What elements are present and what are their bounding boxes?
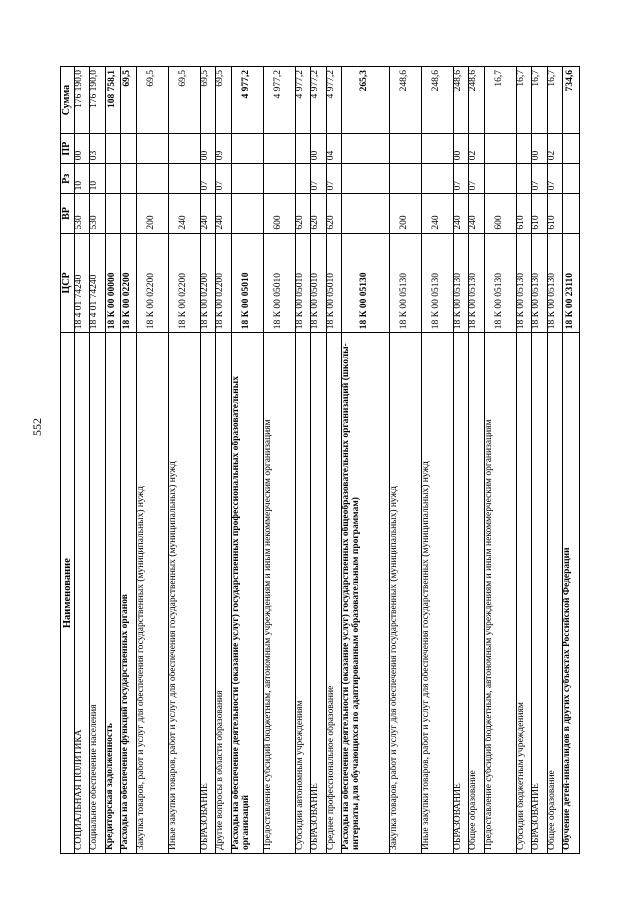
cell-pr [342, 134, 390, 164]
cell-rz [342, 164, 390, 194]
cell-name: Общее образование [547, 333, 562, 854]
cell-name: Субсидии бюджетным учреждениям [516, 333, 531, 854]
cell-csr: 18 К 00 00000 [105, 233, 120, 333]
cell-pr [263, 134, 295, 164]
cell-sum: 16,7 [532, 67, 547, 134]
cell-rz [563, 164, 580, 194]
cell-name: Социальное обеспечение населения [90, 333, 105, 854]
cell-rz: 07 [453, 164, 468, 194]
table-body [75, 67, 580, 854]
cell-vr: 240 [421, 194, 453, 233]
cell-rz [121, 164, 136, 194]
cell-name: Расходы на обеспечение деятельности (оказание услуг) государственных общеобразовательных организаций (школы-интернаты для обучающихся по адаптированным образовательным программам) [342, 333, 390, 854]
table-row [563, 67, 580, 854]
cell-sum: 248,6 [421, 67, 453, 134]
cell-vr [231, 194, 263, 233]
header-pr: ПР [61, 134, 75, 164]
cell-rz [136, 164, 168, 194]
cell-pr [484, 134, 516, 164]
cell-sum: 4 977,2 [231, 67, 263, 134]
table-row [326, 67, 341, 854]
cell-vr: 240 [469, 194, 484, 233]
table-row [484, 67, 516, 854]
cell-name: Расходы на обеспечение функций государственных органов [121, 333, 136, 854]
budget-table [60, 66, 580, 854]
cell-pr [389, 134, 421, 164]
cell-csr: 18 К 00 02200 [136, 233, 168, 333]
cell-pr: 03 [90, 134, 105, 164]
cell-csr: 18 К 00 02200 [168, 233, 200, 333]
cell-sum: 248,6 [453, 67, 468, 134]
cell-pr [231, 134, 263, 164]
cell-name: ОБРАЗОВАНИЕ [532, 333, 547, 854]
cell-sum: 69,5 [121, 67, 136, 134]
cell-sum: 248,6 [389, 67, 421, 134]
table-row [263, 67, 295, 854]
cell-name: Среднее профессиональное образование [326, 333, 341, 854]
cell-rz [168, 164, 200, 194]
cell-name: Иные закупки товаров, работ и услуг для обеспечения государственных (муниципальных) нужд [421, 333, 453, 854]
cell-vr: 620 [326, 194, 341, 233]
cell-rz: 10 [75, 164, 90, 194]
table-row [200, 67, 215, 854]
cell-vr [105, 194, 120, 233]
cell-sum: 16,7 [547, 67, 562, 134]
table-row [75, 67, 90, 854]
cell-csr: 18 К 00 05130 [547, 233, 562, 333]
cell-rz [105, 164, 120, 194]
table-row [216, 67, 231, 854]
page-number: 552 [30, 418, 44, 436]
cell-csr: 18 К 00 02200 [121, 233, 136, 333]
cell-csr: 18 К 00 05130 [421, 233, 453, 333]
cell-name: Расходы на обеспечение деятельности (оказание услуг) государственных профессиональных образовательных организаций [231, 333, 263, 854]
cell-pr: 04 [326, 134, 341, 164]
cell-name: Обучение детей-инвалидов в других субъектах Российской Федерации [563, 333, 580, 854]
cell-pr: 02 [547, 134, 562, 164]
cell-pr: 00 [532, 134, 547, 164]
cell-sum: 4 977,2 [295, 67, 310, 134]
cell-csr: 18 К 00 05130 [469, 233, 484, 333]
cell-rz [484, 164, 516, 194]
cell-vr: 240 [168, 194, 200, 233]
cell-pr: 00 [311, 134, 326, 164]
table-row [421, 67, 453, 854]
cell-csr: 18 К 00 05130 [453, 233, 468, 333]
cell-sum: 16,7 [484, 67, 516, 134]
cell-pr [563, 134, 580, 164]
cell-pr [516, 134, 531, 164]
cell-sum: 69,5 [168, 67, 200, 134]
cell-csr: 18 К 00 02200 [216, 233, 231, 333]
cell-name: Иные закупки товаров, работ и услуг для обеспечения государственных (муниципальных) нужд [168, 333, 200, 854]
cell-sum: 176 190,0 [90, 67, 105, 134]
cell-pr: 02 [469, 134, 484, 164]
cell-sum: 69,5 [200, 67, 215, 134]
cell-csr: 18 К 00 02200 [200, 233, 215, 333]
cell-vr: 530 [90, 194, 105, 233]
cell-csr: 18 К 00 05010 [311, 233, 326, 333]
cell-pr [295, 134, 310, 164]
cell-sum: 108 758,1 [105, 67, 120, 134]
cell-sum: 4 977,2 [311, 67, 326, 134]
cell-name: Предоставление субсидий бюджетным, автономным учреждениям и иным некоммерческим организациям [263, 333, 295, 854]
cell-vr: 620 [311, 194, 326, 233]
table-row [532, 67, 547, 854]
cell-pr [168, 134, 200, 164]
cell-name: Кредиторская задолженность [105, 333, 120, 854]
cell-vr: 610 [532, 194, 547, 233]
cell-csr: 18 К 00 05130 [342, 233, 390, 333]
cell-rz: 07 [200, 164, 215, 194]
cell-vr: 200 [389, 194, 421, 233]
cell-sum: 69,5 [216, 67, 231, 134]
cell-name: ОБРАЗОВАНИЕ [453, 333, 468, 854]
cell-csr: 18 К 00 05010 [231, 233, 263, 333]
cell-name: ОБРАЗОВАНИЕ [311, 333, 326, 854]
table-row [469, 67, 484, 854]
table-row [311, 67, 326, 854]
cell-name: Субсидии автономным учреждениям [295, 333, 310, 854]
cell-rz: 07 [326, 164, 341, 194]
cell-sum: 248,6 [469, 67, 484, 134]
cell-rz [295, 164, 310, 194]
cell-rz: 10 [90, 164, 105, 194]
table-row [231, 67, 263, 854]
cell-pr [421, 134, 453, 164]
cell-pr [105, 134, 120, 164]
table-row [295, 67, 310, 854]
cell-csr: 18 4 01 74240 [90, 233, 105, 333]
cell-rz [516, 164, 531, 194]
cell-rz: 07 [532, 164, 547, 194]
cell-csr: 18 К 00 05130 [389, 233, 421, 333]
cell-csr: 18 К 00 05010 [263, 233, 295, 333]
cell-rz [389, 164, 421, 194]
table-row [90, 67, 105, 854]
cell-rz: 07 [216, 164, 231, 194]
cell-sum: 16,7 [516, 67, 531, 134]
table-row [516, 67, 531, 854]
cell-rz: 07 [311, 164, 326, 194]
cell-name: Закупка товаров, работ и услуг для обеспечения государственных (муниципальных) нужд [136, 333, 168, 854]
cell-csr: 18 К 00 05010 [295, 233, 310, 333]
table-row [136, 67, 168, 854]
cell-vr [563, 194, 580, 233]
cell-name: Другие вопросы в области образования [216, 333, 231, 854]
cell-name: ОБРАЗОВАНИЕ [200, 333, 215, 854]
table-row [105, 67, 120, 854]
cell-csr: 18 К 00 05130 [484, 233, 516, 333]
header-rz: Рз [61, 164, 75, 194]
cell-sum: 265,3 [342, 67, 390, 134]
cell-csr: 18 К 00 05130 [516, 233, 531, 333]
cell-rz [421, 164, 453, 194]
cell-rz [263, 164, 295, 194]
cell-pr [136, 134, 168, 164]
cell-sum: 69,5 [136, 67, 168, 134]
cell-csr: 18 К 00 05010 [326, 233, 341, 333]
rotated-table-container [60, 66, 580, 854]
cell-vr: 240 [200, 194, 215, 233]
cell-vr: 200 [136, 194, 168, 233]
cell-rz [231, 164, 263, 194]
table-row [121, 67, 136, 854]
table-row [453, 67, 468, 854]
cell-name: Предоставление субсидий бюджетным, автономным учреждениям и иным некоммерческим организациям [484, 333, 516, 854]
cell-pr: 00 [75, 134, 90, 164]
cell-vr: 620 [295, 194, 310, 233]
header-name: Наименование [61, 333, 75, 854]
cell-vr: 610 [516, 194, 531, 233]
cell-name: Общее образование [469, 333, 484, 854]
cell-vr: 610 [547, 194, 562, 233]
table-row [168, 67, 200, 854]
cell-rz: 07 [547, 164, 562, 194]
table-row [389, 67, 421, 854]
cell-pr: 00 [453, 134, 468, 164]
cell-vr: 600 [484, 194, 516, 233]
cell-vr: 240 [453, 194, 468, 233]
cell-name: Закупка товаров, работ и услуг для обеспечения государственных (муниципальных) нужд [389, 333, 421, 854]
cell-pr: 09 [216, 134, 231, 164]
cell-name: СОЦИАЛЬНАЯ ПОЛИТИКА [75, 333, 90, 854]
cell-sum: 4 977,2 [263, 67, 295, 134]
cell-csr: 18 4 01 74240 [75, 233, 90, 333]
cell-vr: 600 [263, 194, 295, 233]
cell-sum: 734,6 [563, 67, 580, 134]
table-row [547, 67, 562, 854]
cell-csr: 18 К 00 23110 [563, 233, 580, 333]
cell-vr [121, 194, 136, 233]
cell-vr: 530 [75, 194, 90, 233]
cell-sum: 176 190,0 [75, 67, 90, 134]
cell-pr [121, 134, 136, 164]
header-sum: Сумма [61, 67, 75, 134]
header-csr: ЦСР [61, 233, 75, 333]
table-row [342, 67, 390, 854]
cell-vr: 240 [216, 194, 231, 233]
cell-vr [342, 194, 390, 233]
cell-sum: 4 977,2 [326, 67, 341, 134]
header-vr: ВР [61, 194, 75, 233]
cell-pr: 00 [200, 134, 215, 164]
table-header-row [61, 67, 75, 854]
cell-rz: 07 [469, 164, 484, 194]
cell-csr: 18 К 00 05130 [532, 233, 547, 333]
